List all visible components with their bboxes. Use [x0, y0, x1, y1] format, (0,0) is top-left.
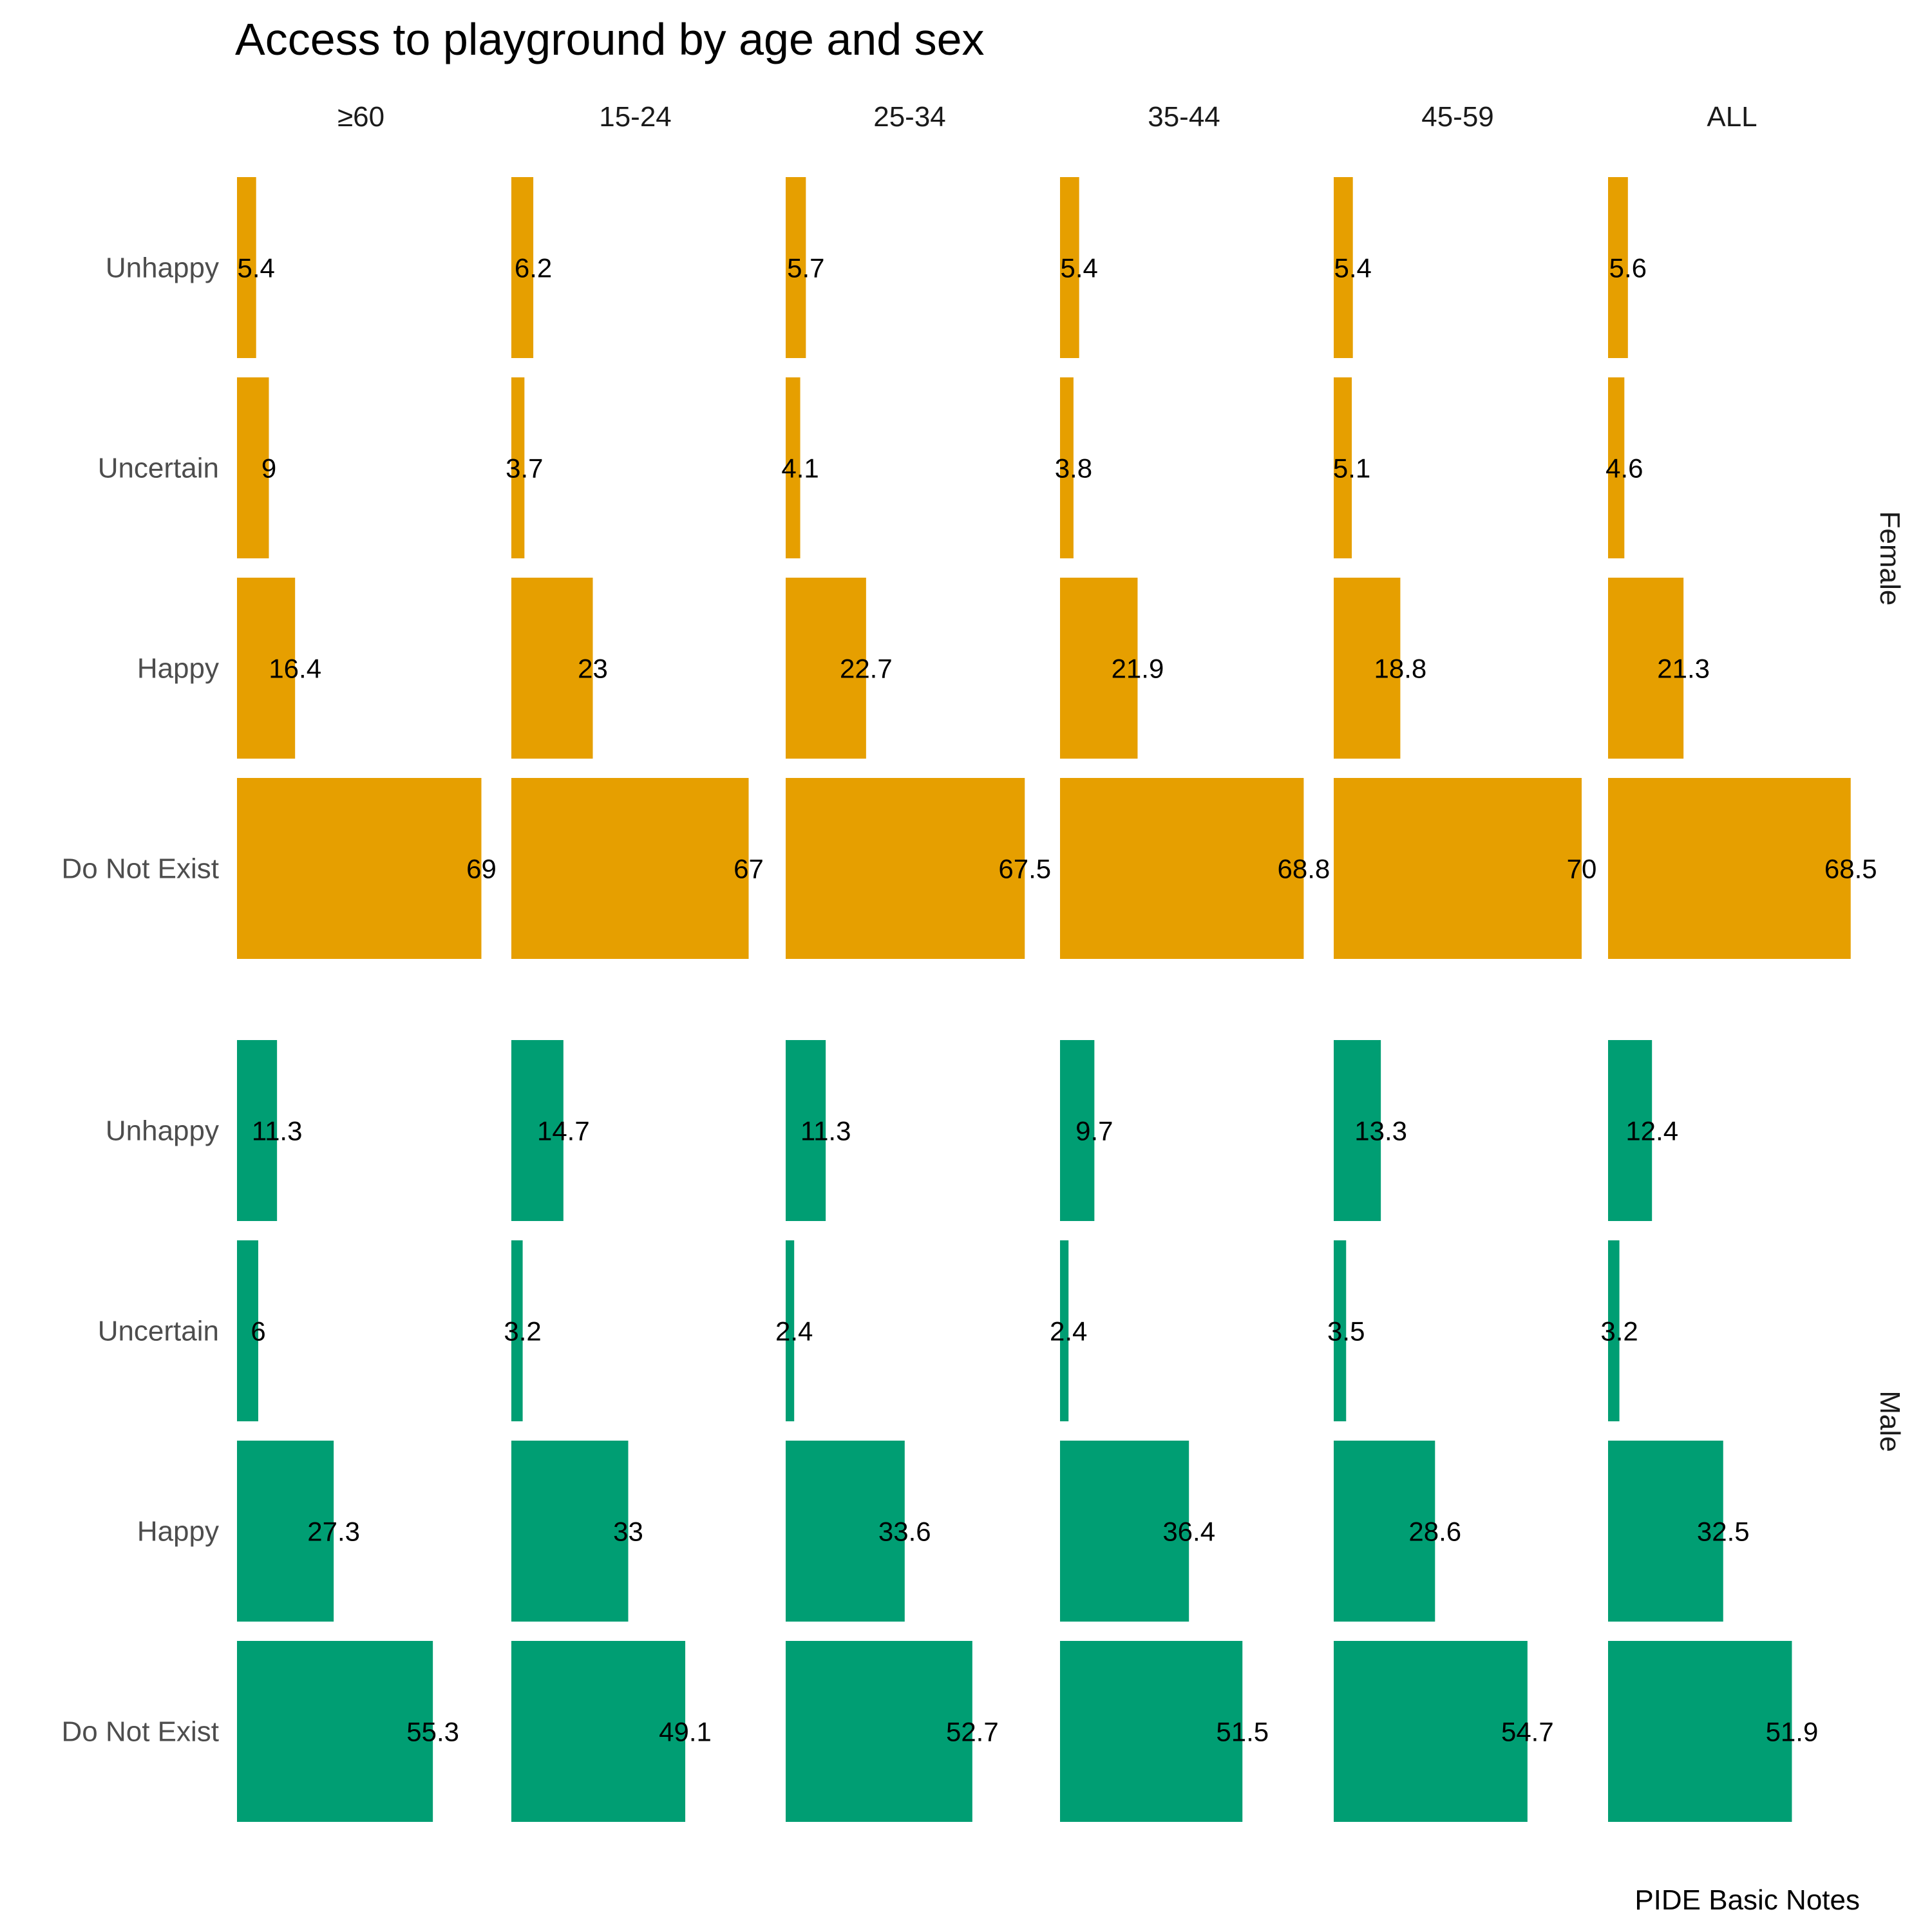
- value-label-male-25-34-unhappy: 11.3: [800, 1115, 851, 1146]
- bar-female-all-do-not-exist: [1608, 778, 1851, 959]
- bar-male-35-44-do-not-exist: [1060, 1641, 1242, 1822]
- value-label-female-25-34-uncertain: 4.1: [781, 453, 819, 484]
- value-label-female-35-44-do-not-exist: 68.8: [1277, 853, 1331, 884]
- facet-label-ge60: ≥60: [337, 101, 385, 133]
- value-label-male-35-44-unhappy: 9.7: [1075, 1115, 1113, 1146]
- value-label-female-ge60-uncertain: 9: [261, 453, 277, 484]
- value-label-female-all-do-not-exist: 68.5: [1824, 853, 1877, 884]
- value-label-male-ge60-uncertain: 6: [251, 1316, 266, 1347]
- value-label-male-all-unhappy: 12.4: [1625, 1115, 1679, 1146]
- value-label-male-ge60-happy: 27.3: [307, 1516, 361, 1547]
- facet-label-45-59: 45-59: [1421, 101, 1494, 133]
- value-label-female-35-44-unhappy: 5.4: [1060, 252, 1098, 283]
- value-label-male-all-happy: 32.5: [1696, 1516, 1750, 1547]
- category-label-female-unhappy: Unhappy: [105, 252, 219, 284]
- value-label-female-ge60-happy: 16.4: [269, 653, 322, 684]
- bar-male-15-24-happy: [511, 1441, 629, 1622]
- value-label-male-25-34-do-not-exist: 52.7: [945, 1716, 999, 1747]
- chart-caption: PIDE Basic Notes: [1634, 1884, 1860, 1916]
- value-label-male-15-24-do-not-exist: 49.1: [659, 1716, 712, 1747]
- facet-row-label-female: Female: [1874, 511, 1906, 606]
- value-label-male-35-44-do-not-exist: 51.5: [1216, 1716, 1269, 1747]
- category-label-female-uncertain: Uncertain: [97, 452, 219, 484]
- value-label-female-all-uncertain: 4.6: [1605, 453, 1643, 484]
- value-label-female-45-59-uncertain: 5.1: [1332, 453, 1371, 484]
- value-label-male-ge60-unhappy: 11.3: [251, 1115, 303, 1146]
- bar-female-35-44-do-not-exist: [1060, 778, 1303, 959]
- value-label-female-all-happy: 21.3: [1657, 653, 1710, 684]
- value-label-female-15-24-happy: 23: [578, 653, 608, 684]
- value-label-male-35-44-happy: 36.4: [1162, 1516, 1216, 1547]
- value-label-female-45-59-happy: 18.8: [1374, 653, 1427, 684]
- value-label-female-25-34-unhappy: 5.7: [787, 252, 825, 283]
- bar-male-25-34-do-not-exist: [786, 1641, 972, 1822]
- value-label-male-all-do-not-exist: 51.9: [1765, 1716, 1819, 1747]
- bar-female-45-59-do-not-exist: [1334, 778, 1582, 959]
- facet-label-25-34: 25-34: [873, 101, 946, 133]
- value-label-male-25-34-uncertain: 2.4: [775, 1316, 813, 1347]
- value-label-female-15-24-uncertain: 3.7: [506, 453, 544, 484]
- facet-label-15-24: 15-24: [599, 101, 672, 133]
- category-label-female-do-not-exist: Do Not Exist: [61, 853, 219, 885]
- bar-female-15-24-do-not-exist: [511, 778, 749, 959]
- bar-female-ge60-do-not-exist: [237, 778, 482, 959]
- value-label-female-ge60-unhappy: 5.4: [237, 252, 275, 283]
- bar-male-all-do-not-exist: [1608, 1641, 1792, 1822]
- bar-male-ge60-do-not-exist: [237, 1641, 433, 1822]
- category-label-male-uncertain: Uncertain: [97, 1315, 219, 1347]
- value-label-male-all-uncertain: 3.2: [1600, 1316, 1638, 1347]
- value-label-female-25-34-do-not-exist: 67.5: [998, 853, 1052, 884]
- value-label-female-25-34-happy: 22.7: [839, 653, 893, 684]
- category-label-male-happy: Happy: [137, 1515, 219, 1548]
- value-label-female-45-59-do-not-exist: 70: [1566, 853, 1597, 884]
- value-label-female-15-24-do-not-exist: 67: [734, 853, 764, 884]
- value-label-male-35-44-uncertain: 2.4: [1050, 1316, 1088, 1347]
- bar-female-25-34-do-not-exist: [786, 778, 1025, 959]
- category-label-male-do-not-exist: Do Not Exist: [61, 1716, 219, 1748]
- bar-male-45-59-do-not-exist: [1334, 1641, 1528, 1822]
- facet-label-35-44: 35-44: [1148, 101, 1220, 133]
- value-label-female-all-unhappy: 5.6: [1609, 252, 1647, 283]
- value-label-female-45-59-unhappy: 5.4: [1334, 252, 1372, 283]
- value-label-male-15-24-uncertain: 3.2: [504, 1316, 542, 1347]
- value-label-female-35-44-happy: 21.9: [1111, 653, 1164, 684]
- facet-row-label-male: Male: [1874, 1390, 1906, 1452]
- category-label-female-happy: Happy: [137, 652, 219, 685]
- value-label-female-15-24-unhappy: 6.2: [514, 252, 553, 283]
- value-label-female-35-44-uncertain: 3.8: [1054, 453, 1093, 484]
- value-label-male-45-59-do-not-exist: 54.7: [1501, 1716, 1554, 1747]
- value-label-male-15-24-unhappy: 14.7: [536, 1115, 590, 1146]
- value-label-male-45-59-happy: 28.6: [1408, 1516, 1462, 1547]
- value-label-male-45-59-unhappy: 13.3: [1354, 1115, 1408, 1146]
- value-label-male-15-24-happy: 33: [613, 1516, 643, 1547]
- category-label-male-unhappy: Unhappy: [105, 1115, 219, 1147]
- chart-title: Access to playground by age and sex: [235, 14, 985, 64]
- value-label-female-ge60-do-not-exist: 69: [466, 853, 497, 884]
- value-label-male-ge60-do-not-exist: 55.3: [406, 1716, 460, 1747]
- value-label-male-45-59-uncertain: 3.5: [1327, 1316, 1365, 1347]
- facet-label-all: ALL: [1707, 101, 1757, 133]
- value-label-male-25-34-happy: 33.6: [878, 1516, 931, 1547]
